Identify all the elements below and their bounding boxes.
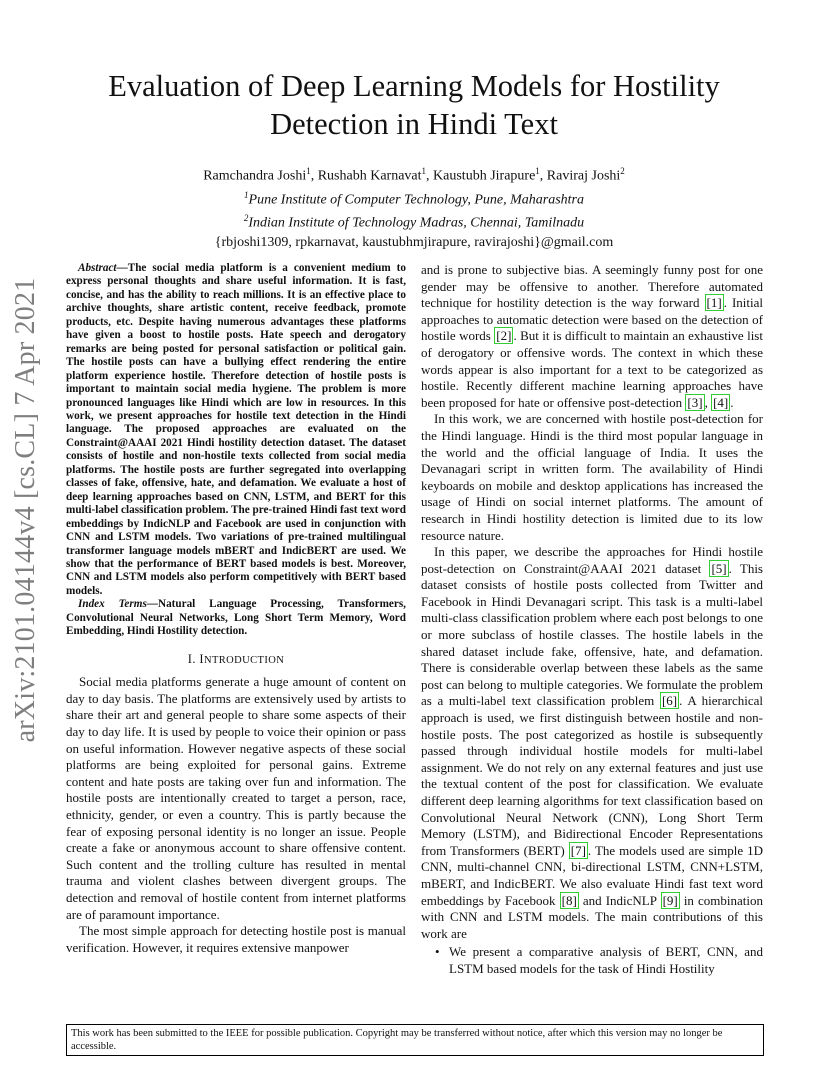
author-names: Ramchandra Joshi$^1$, Rushabh Karnavat$^1$, Kaustubh Jirapure$^1$, Raviraj Joshi$^2$ xyxy=(203,166,625,184)
text-run: . xyxy=(730,394,734,410)
author-1-affil: 1 xyxy=(306,166,311,176)
citation-link[interactable]: [1] xyxy=(706,295,722,311)
index-terms xyxy=(66,598,406,638)
section-numeral: I. I xyxy=(187,651,204,666)
citation-number: 5 xyxy=(715,560,723,576)
affiliation-2-marker: 2 xyxy=(243,213,249,224)
citation-number: 4 xyxy=(717,394,724,410)
author-2-affil: 1 xyxy=(421,166,427,176)
author-4-affil: 2 xyxy=(620,166,625,176)
abstract-text: —The social media platform is a convenient medium to express personal thoughts and share useful information. It is fast, concise, and has the ability to reach millions. It is an effective place to archive thoughts, share artistic content, receive feedback, promote products, etc. Despite having numerous advantages these platforms have given a boost to hostile posts. Hate speech and derogatory remarks are being posted for personal satisfaction or political gain. The hostile posts can have a bullying effect rendering the entire platform experience hostile. Therefore detection of hostile posts is important to maintain social media hygiene. The problem is more pronounced languages like Hindi which are low in resources. In this work, we present approaches for hostile text detection in the Hindi language. The proposed approaches are evaluated on the Constraint@AAAI 2021 Hindi hostility detection dataset. The dataset consists of hostile and non-hostile texts collected from social media platforms. The hostile posts are further segregated into overlapping classes of fake, offensive, hate, and defamation. We evaluate a host of deep learning approaches based on CNN, LSTM, and BERT for this multi-label classification problem. The pre-trained Hindi fast text word embeddings by IndicNLP and Facebook are used in conjunction with CNN and LSTM models. Two variations of pre-trained multilingual transformer language models mBERT and IndicBERT are used. We show that the performance of BERT based models is best. Moreover, CNN and LSTM models also perform competitively with BERT based models. xyxy=(66,262,406,597)
author-4: Raviraj Joshi xyxy=(546,168,621,184)
intro-paragraph-1: Social media platforms generate a huge amount of content on day to day basis. The platforms are extensively used by artists to share their art and general people to share some aspects of their day to day life. It is used by people to voice their opinion or pass on useful information. However negative aspects of these social platforms are being exploited for personal gains. Extreme content and hate posts are taking over fun and information. The hostile posts are intentionally created to target a person, race, ethnicity, gender, or even a country. This is partly because the fear of exposing personal identity is no longer an issue. People create a fake or anonymous account to share offensive content. Such content and the trolling culture has resulted in mental trauma and violent clashes between divergent groups. The detection and removal of hostile content from internet platforms are of paramount importance. xyxy=(66,674,406,922)
right-column xyxy=(421,262,763,978)
citation-link[interactable]: [5] xyxy=(711,560,727,576)
contributions-list xyxy=(421,944,763,977)
citation-link[interactable]: [6] xyxy=(661,693,678,709)
text-run: . This dataset consists of hostile posts collected from Twitter and Facebook in Hindi Devanagari script. This task is a multi-label multi-class classification problem where each post belongs to one or more subclass of hostile classes. The hostile labels in the shared dataset include fake, offensive, hate, and defamation. There is considerable overlap between these labels as the same post can belong to multiple categories. We formulate the problem as a multi-label text classification problem xyxy=(421,560,763,709)
citation-link[interactable]: [4] xyxy=(713,394,729,410)
citation-number: 3 xyxy=(691,394,699,410)
author-1: Ramchandra Joshi xyxy=(203,168,307,184)
author-3: Kaustubh Jirapure xyxy=(433,168,536,184)
affiliation-1-text: Pune Institute of Computer Technology, Pune, Maharashtra xyxy=(248,192,584,208)
paper-title xyxy=(60,67,768,143)
author-block xyxy=(60,162,768,252)
copyright-notice: This work has been submitted to the IEEE for possible publication. Copyright may be transferred without notice, after which this version may no longer be accessible. xyxy=(66,1024,764,1056)
arxiv-stamp-text: arXiv:2101.04144v4 [cs.CL] 7 Apr 2021 xyxy=(10,277,41,743)
abstract xyxy=(66,262,406,598)
index-terms-text: —Natural Language Processing, Transformers, Convolutional Neural Networks, Long Short Term Memory, Word Embedding, Hindi Hostility detection. xyxy=(66,598,406,638)
intro-paragraph-2: The most simple approach for detecting hostile post is manual verification. However, it requires extensive manpower xyxy=(66,923,406,955)
citation-number: 2 xyxy=(500,328,508,344)
citation-number: 6 xyxy=(666,693,673,709)
left-column xyxy=(66,262,406,956)
affiliation-2 xyxy=(60,209,768,233)
author-3-affil: 1 xyxy=(535,166,540,176)
text-run: , xyxy=(704,394,712,410)
text-run: in combination with CNN and LSTM models. The main contributions of this work are xyxy=(421,892,763,941)
citation-link[interactable]: [7] xyxy=(570,842,586,858)
citation-link[interactable]: [8] xyxy=(561,892,577,908)
index-terms-label: Index Terms xyxy=(78,598,147,611)
contribution-1: We present a comparative analysis of BERT, CNN, and LSTM based models for the task of Hindi Hostility xyxy=(449,944,763,976)
author-2: Rushabh Karnavat xyxy=(317,168,422,184)
citation-number: 7 xyxy=(575,842,582,858)
affiliation-1 xyxy=(60,186,768,210)
text-run: . Initial approaches to automatic detection were based on the detection of hostile words xyxy=(421,295,764,344)
intro-paragraph-4: In this work, we are concerned with hostile post-detection for the Hindi language. Hindi is the third most popular language in the world and the official language of India. It uses the Devanagari script in written form. The availability of Hindi keyboards on mobile and desktop applications has increased the usage of Hindi on social internet platforms. The amount of research in Hindi hostility detection is limited due to its low resource nature. xyxy=(421,411,763,543)
bullet-icon: • xyxy=(435,944,440,960)
title-line-1: Evaluation of Deep Learning Models for Hostility xyxy=(108,69,720,103)
section-title-rest: NTRODUCTION xyxy=(203,654,285,666)
text-run: In this paper, we describe the approaches for Hindi hostile post-detection on Constraint@AAAI 2021 dataset xyxy=(421,544,763,576)
arxiv-stamp xyxy=(10,270,56,750)
affiliation-1-marker: 1 xyxy=(244,189,249,200)
list-item xyxy=(421,944,763,977)
author-emails: {rbjoshi1309, rpkarnavat, kaustubhmjirapure, ravirajoshi}@gmail.com xyxy=(214,234,614,250)
abstract-label: Abstract xyxy=(78,262,117,274)
citation-number: 8 xyxy=(565,892,573,908)
citation-link[interactable]: [9] xyxy=(662,892,678,908)
text-run: and IndicNLP xyxy=(578,892,661,908)
citation-number: 9 xyxy=(666,892,674,908)
intro-paragraph-3 xyxy=(421,262,763,411)
text-run: . But it is difficult to maintain an exhaustive list of derogatory or offensive words. The context in which these words appear is also important for a text to be categorized as hostile. Recently different machine learning approaches have been proposed for hate or offensive post-detection xyxy=(421,328,763,410)
text-run: . The models used are simple 1D CNN, multi-channel CNN, bi-directional LSTM, CNN+LSTM, mBERT, and IndicBERT. We also evaluate Hindi fast text word embeddings by Facebook xyxy=(421,842,763,908)
text-run: and is prone to subjective bias. A seemingly funny post for one gender may be offensive to another. Therefore automated technique for hostility detection is the way forward xyxy=(421,262,763,311)
title-line-2: Detection in Hindi Text xyxy=(270,107,558,141)
affiliation-2-text: Indian Institute of Technology Madras, Chennai, Tamilnadu xyxy=(248,215,585,231)
citation-number: 1 xyxy=(710,295,718,311)
citation-link[interactable]: [2] xyxy=(496,328,512,344)
intro-paragraph-5 xyxy=(421,544,763,942)
text-run: . A hierarchical approach is used, we first distinguish between hostile and non-hostile posts. The post categorized as hostile is subsequently passed through individual hostile models for multi-label assignment. We do not rely on any external features and just use the textual content of the post for classification. We evaluate different deep learning algorithms for text classification based on Convolutional Neural Network (CNN), Long Short Term Memory (LSTM), and Bidirectional Encoder Representations from Transformers (BERT) xyxy=(421,693,763,858)
section-heading-introduction xyxy=(66,651,406,670)
citation-link[interactable]: [3] xyxy=(687,394,703,410)
